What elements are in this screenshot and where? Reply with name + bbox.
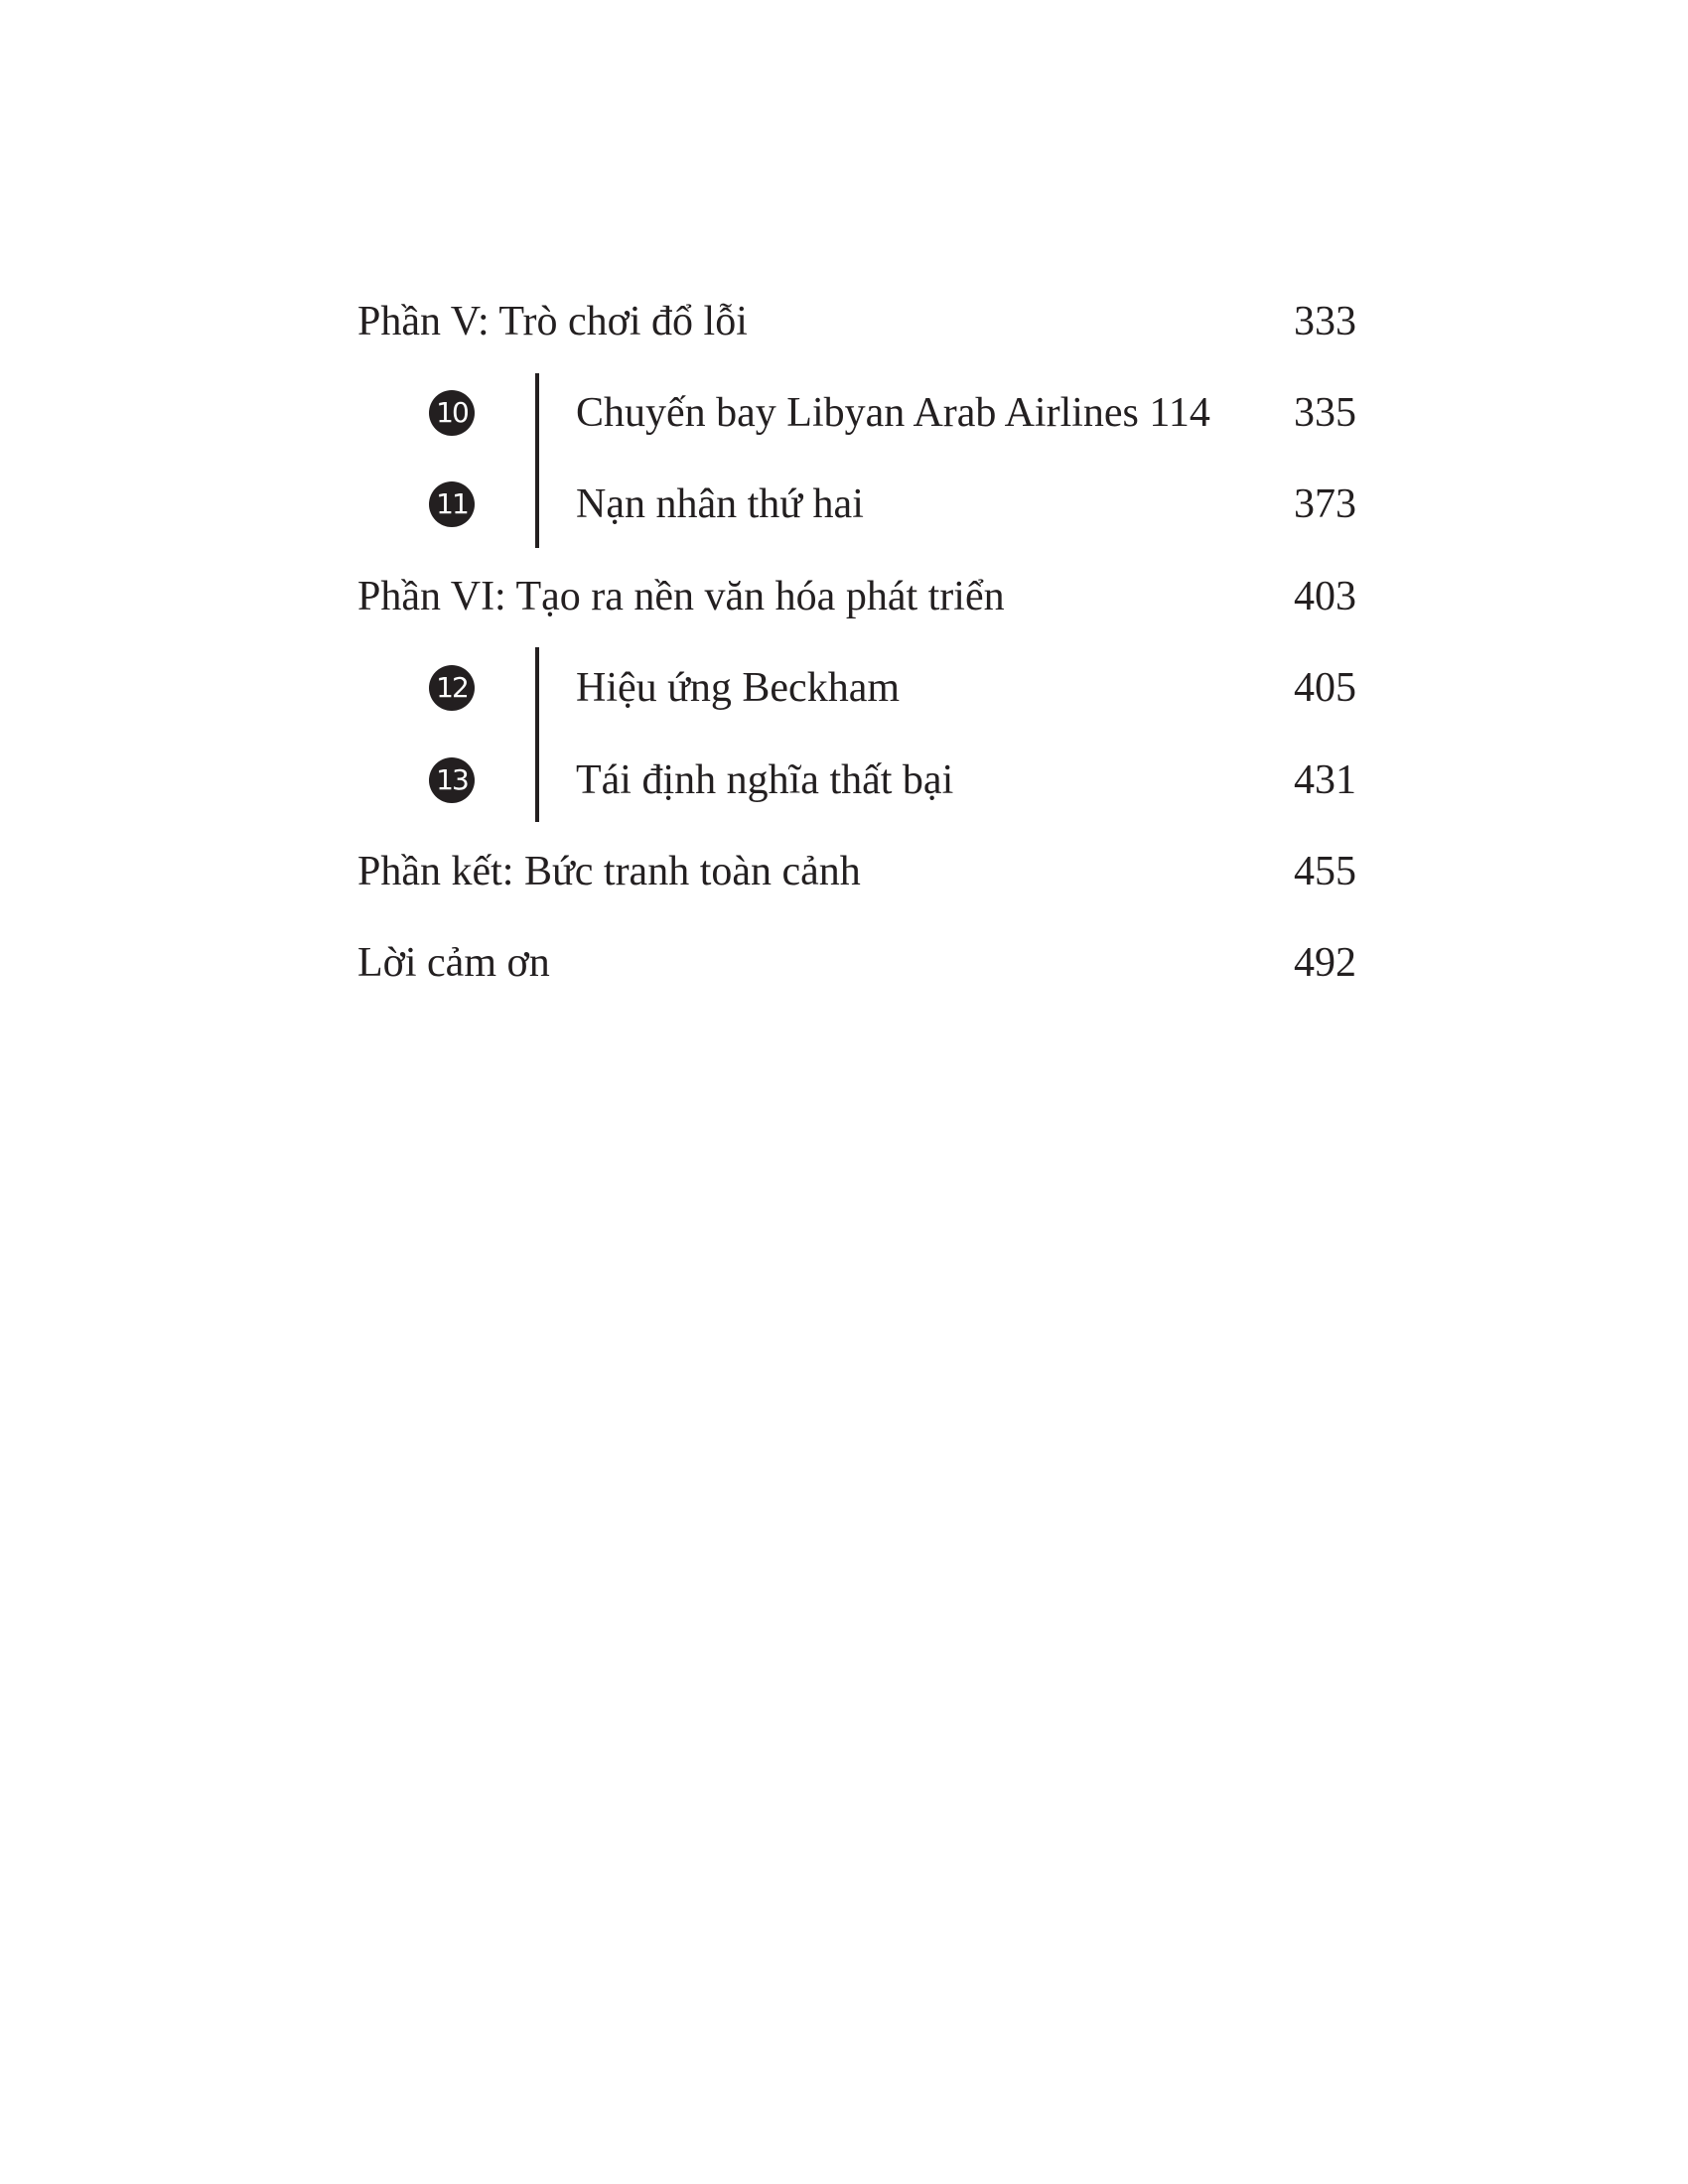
toc-entry-acknowledgements[interactable]	[0, 933, 1688, 993]
toc-entry-chapter-11[interactable]	[0, 475, 1688, 534]
page-number: 373	[1294, 481, 1356, 527]
page-number: 405	[1294, 665, 1356, 711]
toc-entry-chapter-10[interactable]	[0, 383, 1688, 443]
page-number: 333	[1294, 299, 1356, 344]
toc-entry-conclusion[interactable]	[0, 842, 1688, 901]
chapter-number-badge: 13	[429, 757, 475, 803]
chapter-title: Hiệu ứng Beckham	[576, 665, 901, 711]
chapter-title: Tái định nghĩa thất bại	[576, 757, 954, 803]
page-number: 403	[1294, 574, 1356, 619]
toc-entry-part-5[interactable]	[0, 292, 1688, 351]
page-number: 492	[1294, 940, 1356, 986]
chapter-number-badge: 12	[429, 665, 475, 711]
chapter-title: Chuyến bay Libyan Arab Airlines 114	[576, 390, 1210, 436]
toc-entry-chapter-13[interactable]	[0, 751, 1688, 810]
chapter-number-badge: 10	[429, 390, 475, 436]
chapter-number-badge: 11	[429, 481, 475, 527]
page-number: 431	[1294, 757, 1356, 803]
part-title: Phần kết: Bức tranh toàn cảnh	[357, 849, 861, 894]
part-title: Phần VI: Tạo ra nền văn hóa phát triển	[357, 574, 1005, 619]
chapter-title: Nạn nhân thứ hai	[576, 481, 864, 527]
toc-entry-chapter-12[interactable]	[0, 658, 1688, 718]
toc-entry-part-6[interactable]	[0, 567, 1688, 626]
part-title: Phần V: Trò chơi đổ lỗi	[357, 299, 748, 344]
part-title: Lời cảm ơn	[357, 940, 550, 986]
page-number: 335	[1294, 390, 1356, 436]
page-number: 455	[1294, 849, 1356, 894]
